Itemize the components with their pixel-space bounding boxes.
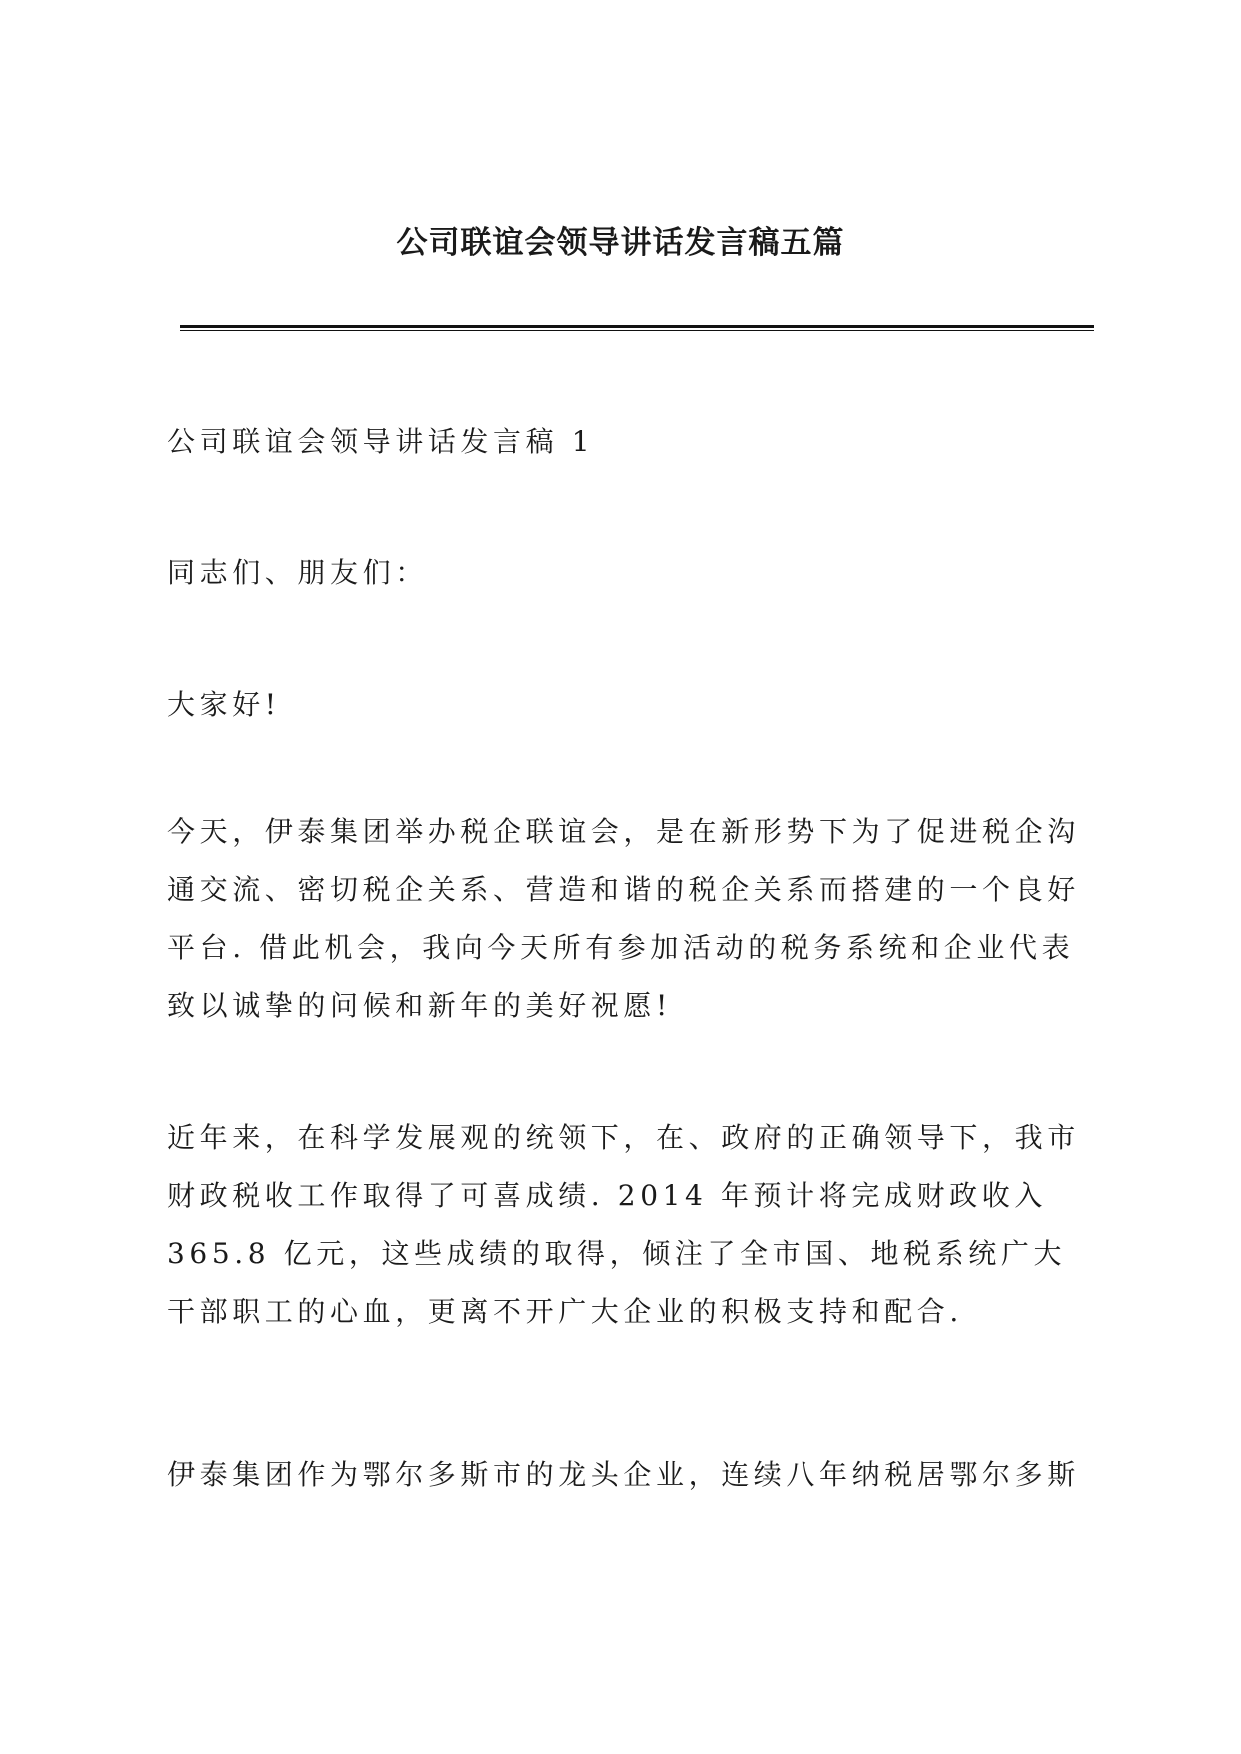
document-title: 公司联谊会领导讲话发言稿五篇 [396, 225, 845, 261]
paragraph-2: 近年来，在科学发展观的统领下，在、政府的正确领导下，我市财政税收工作取得了可喜成绩. 2014 年预计将完成财政收入 365.8 亿元，这些成绩的取得，倾注了全市国、地税系统广大干部职工的心血，更离不开广大企业的积极支持和配合. [167, 1121, 1080, 1328]
salutation: 同志们、朋友们： [167, 556, 428, 589]
title-double-rule [180, 325, 1094, 331]
greeting: 大家好! [167, 688, 281, 721]
paragraph-3: 伊泰集团作为鄂尔多斯市的龙头企业，连续八年纳税居鄂尔多斯 [167, 1458, 1080, 1491]
section-heading: 公司联谊会领导讲话发言稿 1 [167, 425, 595, 458]
paragraph-1: 今天，伊泰集团举办税企联谊会，是在新形势下为了促进税企沟通交流、密切税企关系、营造和谐的税企关系而搭建的一个良好平台. 借此机会，我向今天所有参加活动的税务系统和企业代表致以诚挚的问候和新年的美好祝愿! [167, 815, 1080, 1022]
